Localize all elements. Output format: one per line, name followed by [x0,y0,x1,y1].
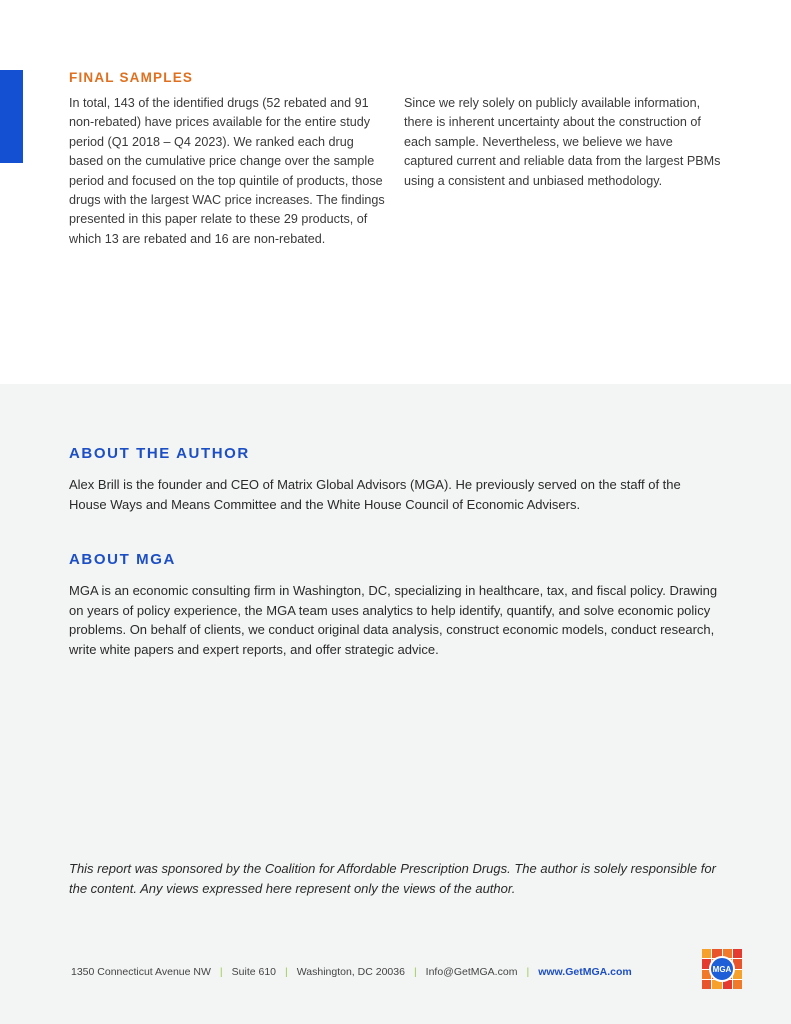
logo-tile [733,980,742,989]
logo-badge: MGA [709,956,735,982]
about-mga-heading: ABOUT MGA [69,551,176,568]
logo-tile [702,949,711,958]
footer [71,964,632,980]
footer-separator: | [219,966,223,978]
about-author-heading: ABOUT THE AUTHOR [69,445,250,462]
footer-city: Washington, DC 20036 [296,966,405,978]
footer-website-link[interactable]: www.GetMGA.com [538,966,632,978]
final-samples-right-text: Since we rely solely on publicly available information, there is inherent uncertainty about the construction of each sample. Nevertheless, we believe we have captured current and reliable data from the largest PBMs using a consistent and unbiased methodology. [404,96,721,188]
final-samples-heading: FINAL SAMPLES [69,70,194,85]
footer-separator: | [413,966,417,978]
footer-address: 1350 Connecticut Avenue NW [71,966,211,978]
about-author-text: Alex Brill is the founder and CEO of Matrix Global Advisors (MGA). He previously served on the staff of the House Ways and Means Committee and the White House Council of Economic Advisers. [69,477,681,512]
footer-suite: Suite 610 [231,966,277,978]
side-accent-bar [0,70,23,163]
footer-separator: | [526,966,530,978]
footer-separator: | [285,966,288,978]
logo-tile [702,980,711,989]
logo-tile [733,949,742,958]
footer-email-link[interactable]: Info@GetMGA.com [425,966,518,978]
sponsor-note: This report was sponsored by the Coalition for Affordable Prescription Drugs. The author is solely responsible for the content. Any views expressed here represent only the views of the author. [69,861,716,896]
about-mga-text: MGA is an economic consulting firm in Washington, DC, specializing in healthcare, tax, and fiscal policy. Drawing on years of policy experience, the MGA team uses analytics to help identify, quantify, and solve economic policy problems. On behalf of clients, we conduct original data analysis, construct economic models, conduct research, write white papers and expert reports, and offer strategic advice. [69,583,718,657]
mga-logo [702,949,742,989]
final-samples-left-text: In total, 143 of the identified drugs (52 rebated and 91 non-rebated) have prices available for the entire study period (Q1 2018 – Q4 2023). We ranked each drug based on the cumulative price change over the sample period and focused on the top quintile of products, those drugs with the largest WAC price increases. The findings presented in this paper relate to these 29 products, of which 13 are rebated and 16 are non-rebated. [69,96,385,246]
